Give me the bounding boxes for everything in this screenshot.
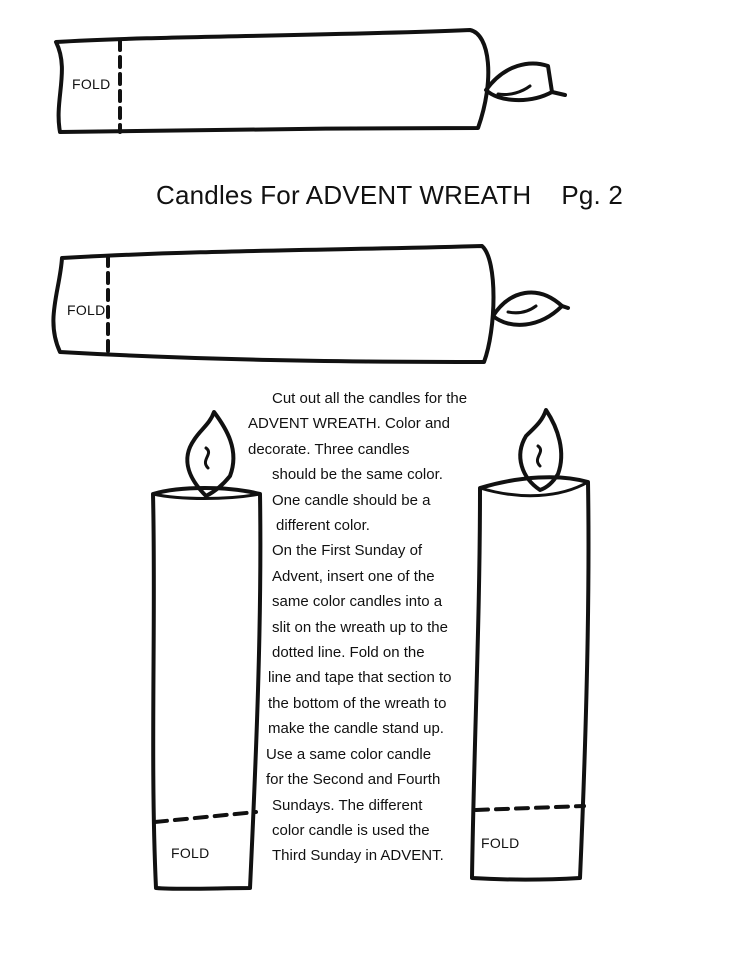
instruction-line: Sundays. The different [272, 796, 423, 814]
candle-right [472, 410, 589, 880]
instruction-line: dotted line. Fold on the [272, 644, 425, 662]
instruction-line: the bottom of the wreath to [268, 694, 447, 712]
fold-label-left: FOLD [171, 845, 210, 861]
instruction-line: should be the same color. [272, 466, 443, 484]
instruction-line: color candle is used the [272, 821, 430, 839]
instruction-line: line and tape that section to [268, 669, 452, 687]
page-title [156, 180, 623, 211]
instruction-line: Cut out all the candles for the [272, 390, 468, 407]
fold-label-top: FOLD [72, 76, 111, 92]
instruction-line: different color. [276, 517, 370, 535]
instruction-line: Advent, insert one of the [272, 567, 435, 585]
instruction-line: slit on the wreath up to the [272, 618, 448, 636]
instruction-line: for the Second and Fourth [266, 771, 441, 789]
candle-middle [53, 246, 568, 362]
instruction-line: ADVENT WREATH. Color and [248, 415, 450, 433]
instruction-line: On the First Sunday of [272, 542, 423, 560]
instruction-line: Third Sunday in ADVENT. [272, 847, 444, 865]
instruction-line: One candle should be a [272, 491, 431, 509]
instruction-line: make the candle stand up. [268, 720, 444, 738]
instruction-line: Use a same color candle [266, 745, 432, 763]
candle-left [153, 412, 260, 889]
page-number: Pg. 2 [561, 180, 624, 210]
instruction-line: same color candles into a [272, 593, 443, 611]
fold-label-right: FOLD [481, 835, 520, 851]
instruction-line: decorate. Three candles [248, 440, 410, 458]
instructions [246, 386, 467, 869]
fold-label-middle: FOLD [67, 302, 106, 318]
title-main: Candles For ADVENT WREATH [156, 180, 532, 210]
candle-top [56, 30, 565, 132]
